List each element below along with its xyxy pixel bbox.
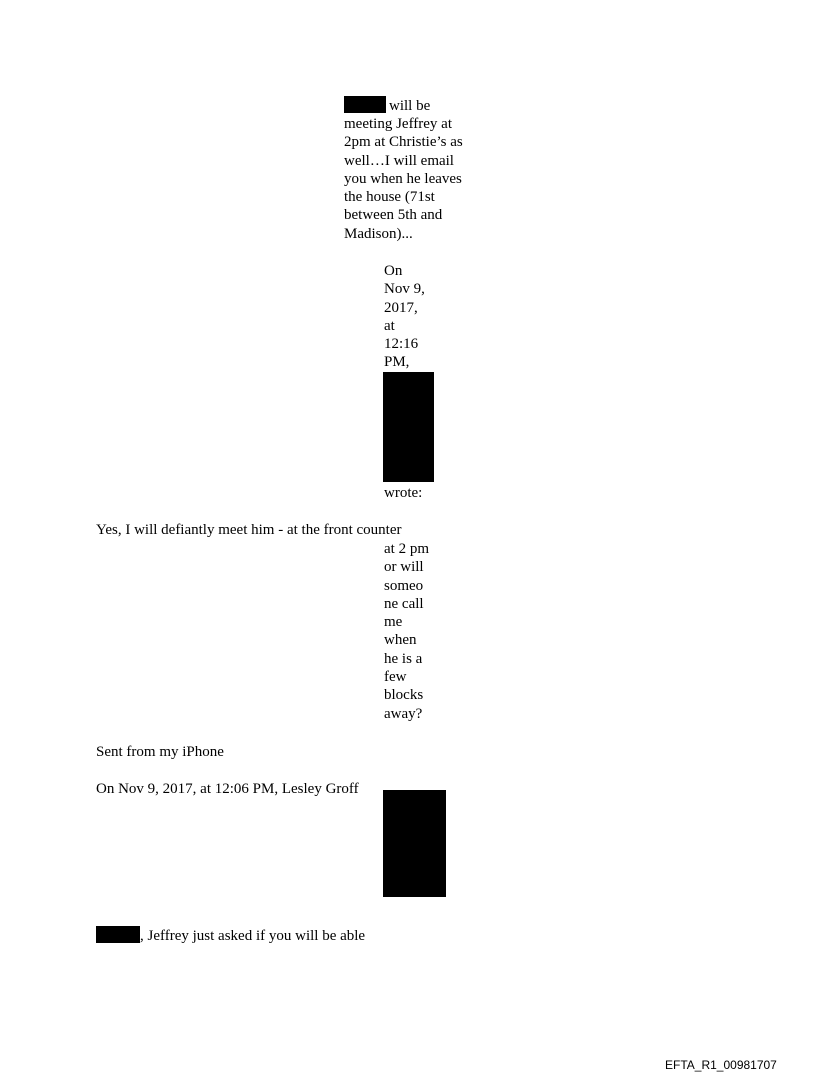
redaction-block [96,926,140,943]
last-message: , Jeffrey just asked if you will be able [140,928,366,944]
redaction-block [383,372,434,482]
signature: Sent from my iPhone [96,744,224,760]
redaction-block [344,96,386,113]
redaction-block [383,790,446,897]
reply-top-body: meeting Jeffrey at 2pm at Christie’s as well…I will email you when he leaves the house (71st between 5th and Madison)... [344,116,463,242]
quoted-header-date: On Nov 9, 2017, at 12:16 PM, [384,263,425,371]
document-id: EFTA_R1_00981707 [665,1058,777,1072]
reply-top-lead: will be [389,98,431,114]
quoted-header-wrote: wrote: [384,485,423,501]
reply-middle-continuation: at 2 pm or will someo ne call me when he is a few blocks away? [384,541,429,722]
quoted-header-2: On Nov 9, 2017, at 12:06 PM, Lesley Groff [96,781,359,797]
reply-middle-first-line: Yes, I will defiantly meet him - at the front counter [96,522,402,538]
